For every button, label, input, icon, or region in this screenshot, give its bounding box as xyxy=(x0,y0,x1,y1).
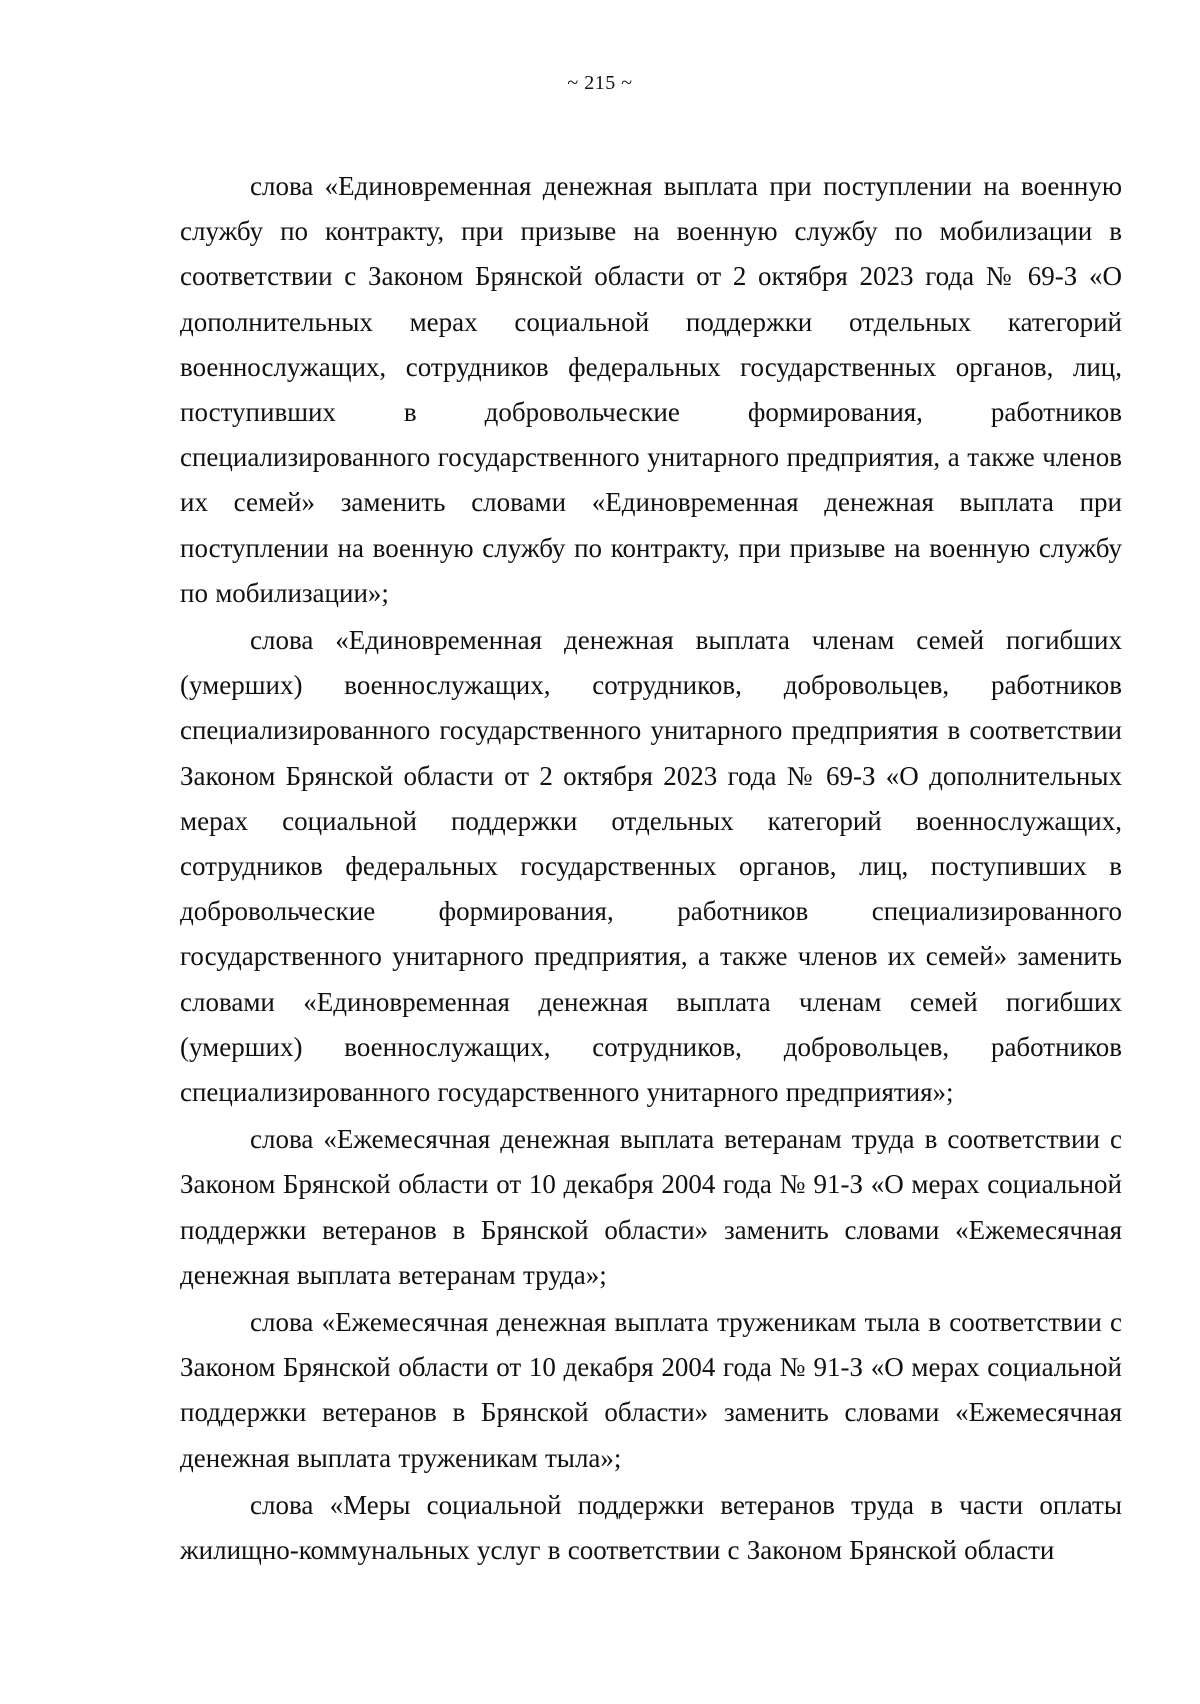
paragraph-5: слова «Меры социальной поддержки ветеранов труда в части оплаты жилищно-коммунальных услуг в соответствии с Законом Брянской области xyxy=(180,1489,1122,1566)
paragraph-4: слова «Ежемесячная денежная выплата труженикам тыла в соответствии с Законом Брянской области от 10 декабря 2004 года № 91-З «О мерах социальной поддержки ветеранов в Брянской области» заменить словами «Ежемесячная денежная выплата труженикам тыла»; xyxy=(180,1307,1122,1473)
page-number: ~ 215 ~ xyxy=(567,72,633,94)
document-body xyxy=(180,164,1122,1573)
paragraph-2: слова «Единовременная денежная выплата членам семей погибших (умерших) военнослужащих, сотрудников, добровольцев, работников специализированного государственного унитарного предприятия в соответствии Законом Брянской области от 2 октября 2023 года № 69-З «О дополнительных мерах социальной поддержки отдельных категорий военнослужащих, сотрудников федеральных государственных органов, лиц, поступивших в добровольческие формирования, работников специализированного государственного унитарного предприятия, а также членов их семей» заменить словами «Единовременная денежная выплата членам семей погибших (умерших) военнослужащих, сотрудников, добровольцев, работников специализированного государственного унитарного предприятия»; xyxy=(180,625,1122,1108)
paragraph-3: слова «Ежемесячная денежная выплата ветеранам труда в соответствии с Законом Брянской области от 10 декабря 2004 года № 91-З «О мерах социальной поддержки ветеранов в Брянской области» заменить словами «Ежемесячная денежная выплата ветеранам труда»; xyxy=(180,1124,1122,1290)
paragraph-1: слова «Единовременная денежная выплата при поступлении на военную службу по контракту, при призыве на военную службу по мобилизации в соответствии с Законом Брянской области от 2 октября 2023 года № 69-З «О дополнительных мерах социальной поддержки отдельных категорий военнослужащих, сотрудников федеральных государственных органов, лиц, поступивших в добровольческие формирования, работников специализированного государственного унитарного предприятия, а также членов их семей» заменить словами «Единовременная денежная выплата при поступлении на военную службу по контракту, при призыве на военную службу по мобилизации»; xyxy=(180,171,1122,608)
